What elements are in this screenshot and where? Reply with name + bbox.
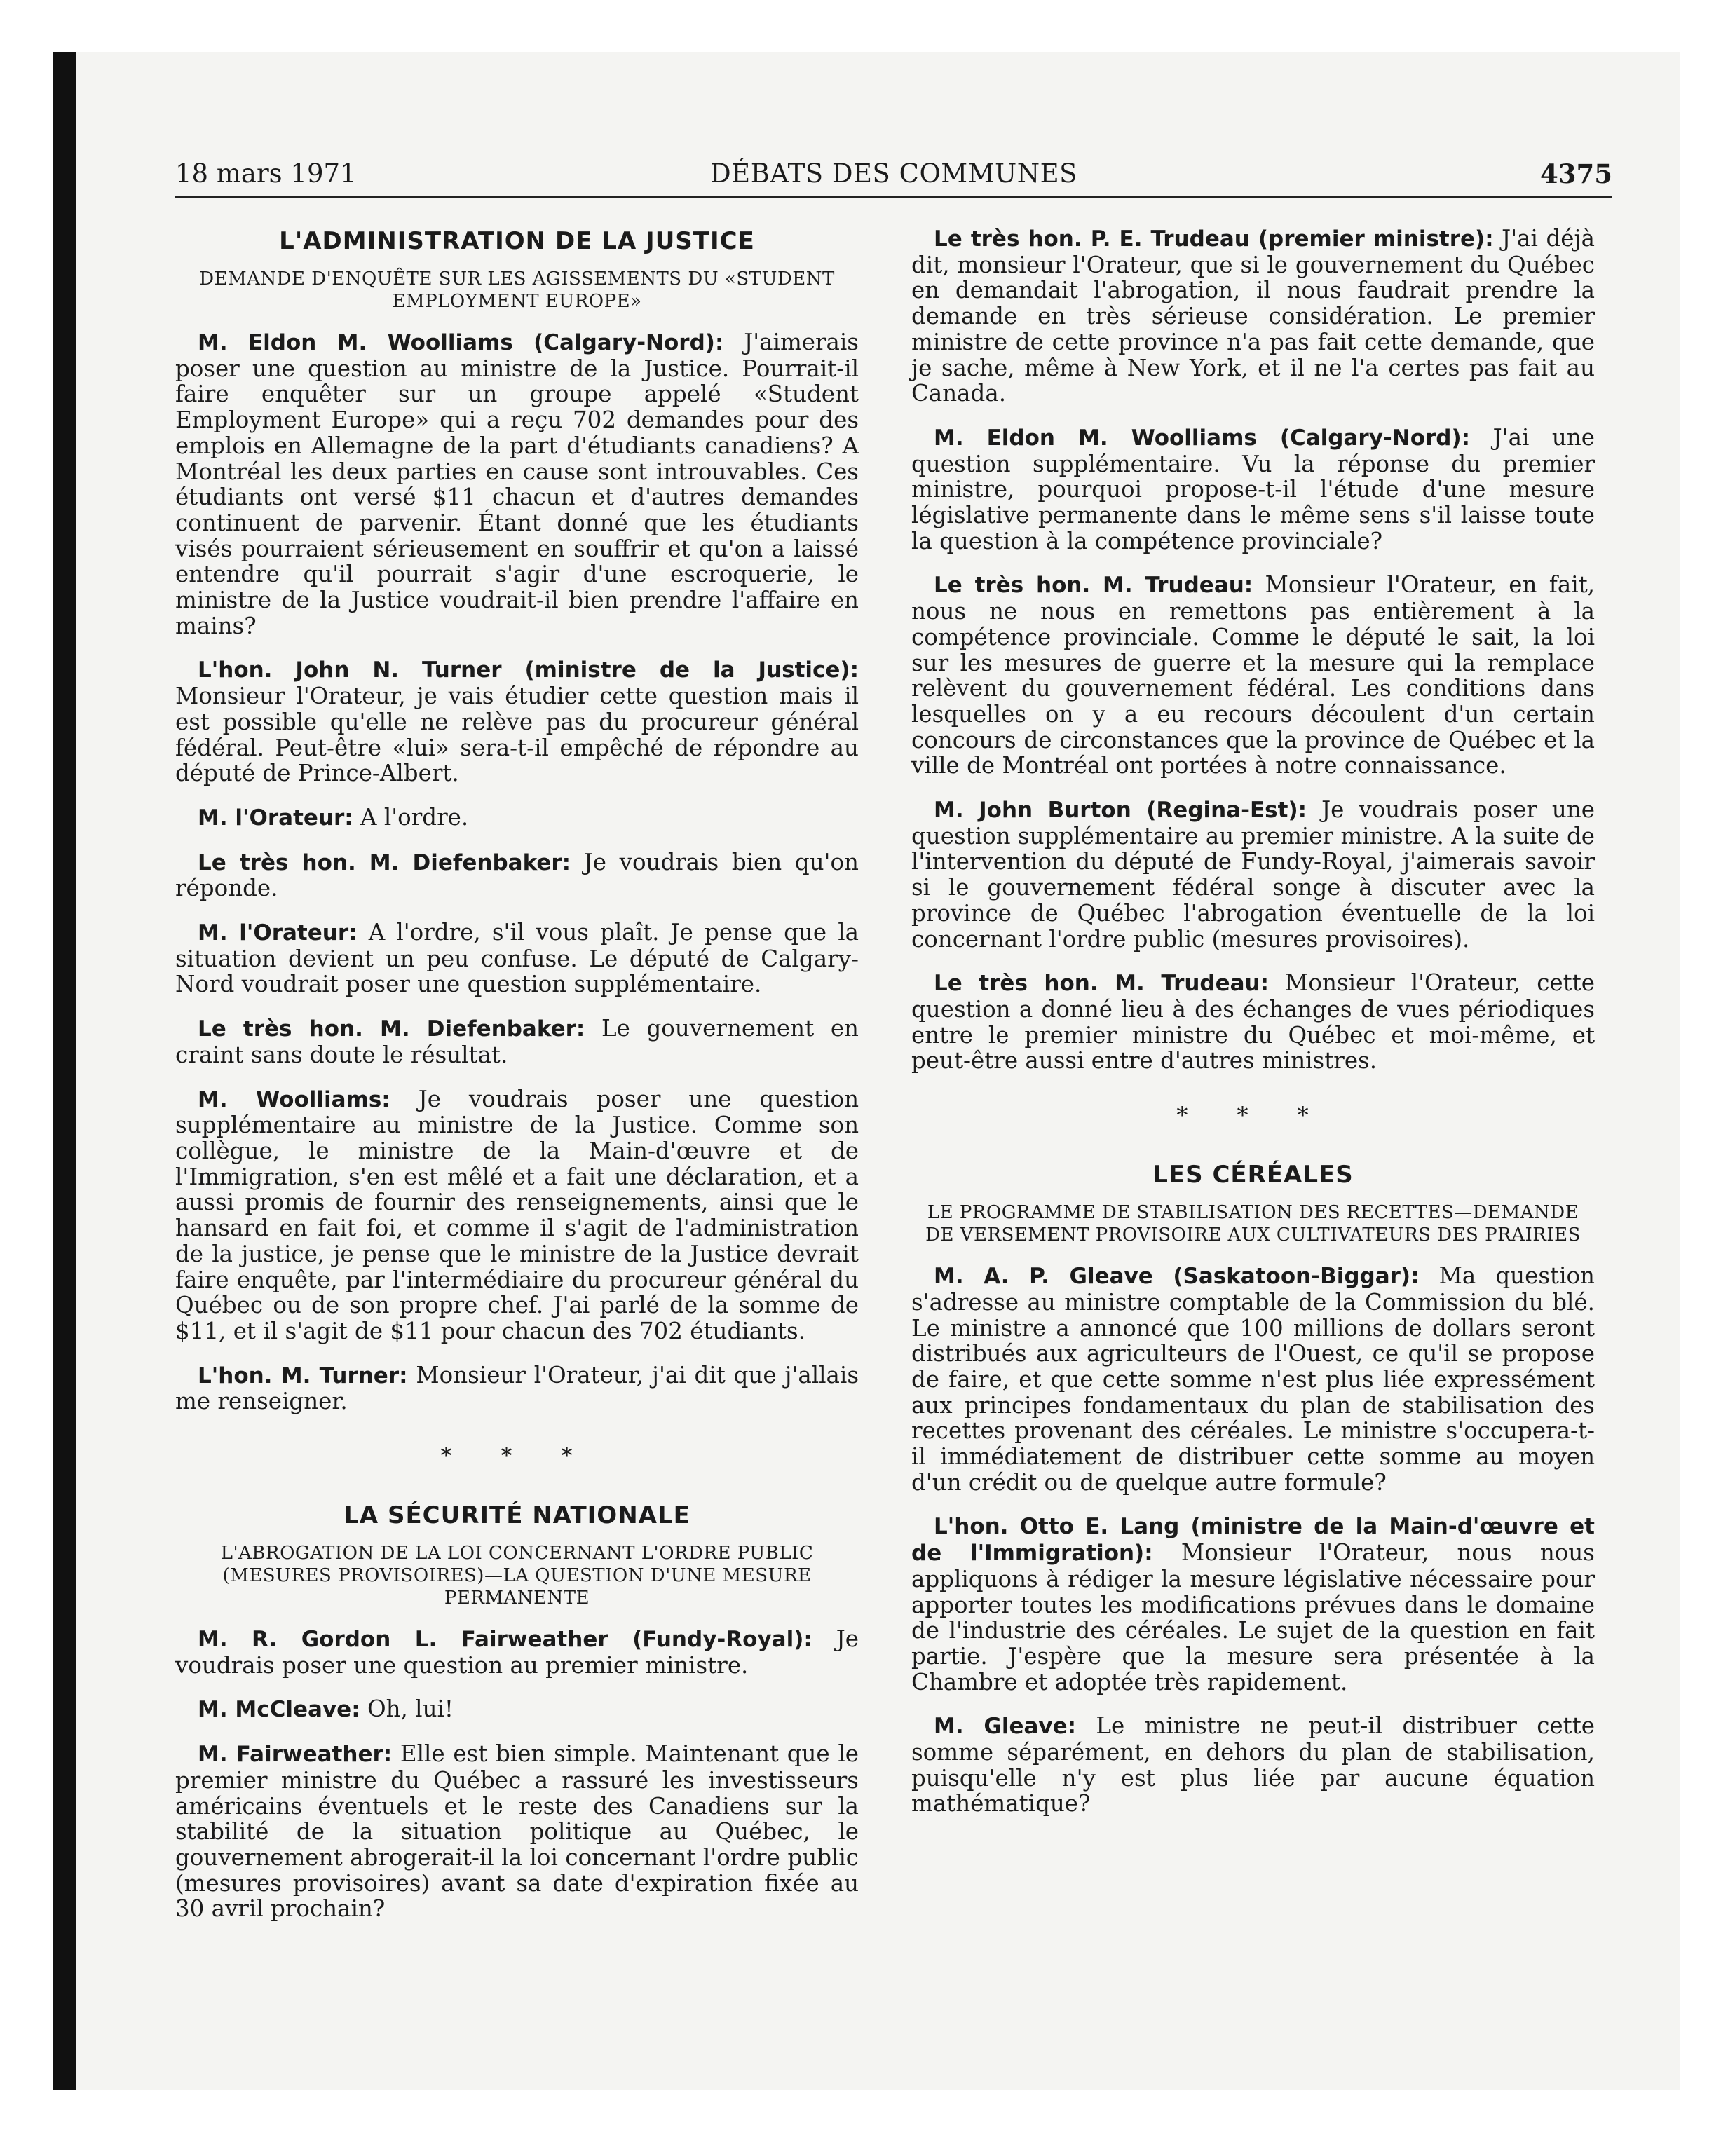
- speech-paragraph: [175, 1626, 859, 1678]
- speaker-name: M. Eldon M. Woolliams (Calgary-Nord):: [198, 330, 724, 355]
- section-subtitle-cereales: LE PROGRAMME DE STABILISATION DES RECETTES—DEMANDE DE VERSEMENT PROVISOIRE AUX CULTIVATEURS DES PRAIRIES: [925, 1202, 1581, 1246]
- section-subtitle-justice: DEMANDE D'ENQUÊTE SUR LES AGISSEMENTS DU «STUDENT EMPLOYMENT EUROPE»: [199, 268, 835, 312]
- section-subtitle-securite: L'ABROGATION DE LA LOI CONCERNANT L'ORDRE PUBLIC (MESURES PROVISOIRES)—LA QUESTION D'UNE MESURE PERMANENTE: [220, 1543, 814, 1609]
- speech-text: A l'ordre, s'il vous plaît. Je pense que la situation devient un peu confuse. Le député de Calgary-Nord voudrait poser une question supplémentaire.: [175, 919, 859, 998]
- header-title: DÉBATS DES COMMUNES: [710, 158, 1077, 189]
- speaker-name: M. R. Gordon L. Fairweather (Fundy-Royal):: [198, 1627, 812, 1653]
- speech-list-securite-continued: [911, 226, 1595, 1074]
- scan-binding-edge: [53, 52, 76, 2090]
- speech-paragraph: [911, 1263, 1595, 1495]
- section-title-securite: LA SÉCURITÉ NATIONALE: [343, 1501, 690, 1530]
- speech-list-securite: [175, 1626, 859, 1922]
- speaker-name: M. A. P. Gleave (Saskatoon-Biggar):: [934, 1264, 1420, 1290]
- page-header: [175, 156, 1612, 198]
- speech-text: Monsieur l'Orateur, en fait, nous ne nous en remettons pas entièrement à la compétence provinciale. Comme le député le sait, la loi sur les mesures de guerre et la mesure qui la remplace relèvent du gouvernement fédéral. Les conditions dans lesquelles on y a eu recours découlent d'un certain concours de circonstances que la province de Québec et la ville de Montréal ont portées à notre connaissance.: [911, 571, 1595, 779]
- speaker-name: M. John Burton (Regina-Est):: [934, 798, 1307, 824]
- speech-paragraph: [175, 1696, 859, 1723]
- speech-text: Monsieur l'Orateur, je vais étudier cette question mais il est possible qu'elle ne relève pas du procureur général fédéral. Peut-être «lui» sera-t-il empêché de répondre au député de Prince-Albert.: [175, 683, 859, 787]
- speech-paragraph: [911, 797, 1595, 952]
- speech-list-justice: [175, 329, 859, 1414]
- speaker-name: M. Eldon M. Woolliams (Calgary-Nord):: [934, 425, 1471, 451]
- speech-text: J'aimerais poser une question au ministre de la Justice. Pourrait-il faire enquêter sur un groupe appelé «Student Employment Europe» qui a reçu 702 demandes pour des emplois en Allemagne de la part d'étudiants canadiens? A Montréal les deux parties en cause sont introuvables. Ces étudiants ont versé $11 chacun et d'autres demandes continuent de parvenir. Étant donné que les étudiants visés pourraient sérieusement en souffrir et qu'on a laissé entendre qu'il pourrait s'agir d'une escroquerie, le ministre de la Justice voudrait-il bien prendre l'affaire en mains?: [175, 329, 859, 639]
- speech-paragraph: [175, 657, 859, 786]
- speaker-name: M. McCleave:: [198, 1697, 360, 1723]
- speech-paragraph: [911, 226, 1595, 407]
- speech-paragraph: [175, 1363, 859, 1414]
- speech-text: Monsieur l'Orateur, nous nous appliquons à rédiger la mesure législative nécessaire pour apporter toutes les modifications prévues dans le domaine de l'industrie des céréales. Le sujet de la question en fait partie. J'espère que la mesure sera présentée à la Chambre et adoptée très rapidement.: [911, 1539, 1595, 1696]
- speaker-name: M. Gleave:: [934, 1714, 1077, 1740]
- speech-text: Monsieur l'Orateur, cette question a donné lieu à des échanges de vues périodiques entre le premier ministre du Québec et moi-même, et peut-être aussi entre d'autres ministres.: [911, 969, 1595, 1074]
- speech-text: Oh, lui!: [367, 1696, 454, 1723]
- speaker-name: M. Woolliams:: [198, 1086, 390, 1112]
- section-separator: * * *: [440, 1442, 594, 1470]
- speaker-name: L'hon. John N. Turner (ministre de la Justice):: [198, 657, 859, 683]
- section-title-cereales: LES CÉRÉALES: [1152, 1161, 1354, 1189]
- speaker-name: M. l'Orateur:: [198, 805, 353, 831]
- speaker-name: Le très hon. P. E. Trudeau (premier ministre):: [934, 226, 1494, 252]
- speech-text: Je voudrais bien qu'on réponde.: [175, 848, 859, 902]
- speaker-name: Le très hon. M. Diefenbaker:: [198, 1016, 585, 1042]
- speech-paragraph: [911, 425, 1595, 554]
- section-title-justice: L'ADMINISTRATION DE LA JUSTICE: [279, 227, 755, 255]
- right-column: [911, 226, 1595, 1835]
- speech-paragraph: [175, 329, 859, 639]
- header-page-number: 4375: [1540, 158, 1612, 189]
- speech-text: J'ai une question supplémentaire. Vu la réponse du premier ministre, pourquoi propose-t-il l'étude d'une mesure législative permanente dans le même sens s'il laisse toute la question à la compétence provinciale?: [911, 423, 1595, 554]
- speech-text: Elle est bien simple. Maintenant que le premier ministre du Québec a rassuré les investisseurs américains éventuels et le reste des Canadiens sur la stabilité de la situation politique au Québec, le gouvernement abrogerait-il la loi concernant l'ordre public (mesures provisoires) avant sa date d'expiration fixée au 30 avril prochain?: [175, 1740, 859, 1923]
- speech-text: Le ministre ne peut-il distribuer cette somme séparément, en dehors du plan de stabilisation, puisqu'elle n'y est plus liée par aucune équation mathématique?: [911, 1712, 1595, 1817]
- speech-paragraph: [175, 850, 859, 901]
- speaker-name: M. Fairweather:: [198, 1742, 393, 1768]
- speech-text: Le gouvernement en craint sans doute le résultat.: [175, 1015, 859, 1068]
- speech-paragraph: [911, 572, 1595, 779]
- speech-list-cereales: [911, 1263, 1595, 1817]
- speaker-name: Le très hon. M. Trudeau:: [934, 971, 1270, 997]
- speaker-name: M. l'Orateur:: [198, 920, 358, 946]
- document-page: [175, 156, 1612, 1923]
- speech-paragraph: [175, 1741, 859, 1922]
- speaker-name: Le très hon. M. Trudeau:: [934, 573, 1253, 599]
- speaker-name: L'hon. M. Turner:: [198, 1363, 408, 1389]
- speech-text: A l'ordre.: [360, 803, 469, 831]
- speech-text: Je voudrais poser une question supplémentaire au ministre de la Justice. Comme son collègue, le ministre de la Main-d'œuvre et de l'Immigration, s'en est mêlé et a fait une déclaration, et a aussi promis de fournir des renseignements, ainsi que le hansard en fait foi, et comme il s'agit de l'administration de la justice, je pense que le ministre de la Justice devrait faire enquête, par l'intermédiaire du procureur général du Québec ou de son propre chef. J'ai parlé de la somme de $11, et il s'agit de $11 pour chacun des 702 étudiants.: [175, 1085, 859, 1344]
- speech-text: J'ai déjà dit, monsieur l'Orateur, que si le gouvernement du Québec en demandait l'abrogation, il nous faudrait prendre la demande en très sérieuse considération. Le premier ministre de cette province n'a pas fait cette demande, que je sache, même à New York, et il ne l'a certes pas fait au Canada.: [911, 225, 1595, 407]
- speech-text: Monsieur l'Orateur, j'ai dit que j'allais me renseigner.: [175, 1361, 859, 1415]
- speech-paragraph: [175, 805, 859, 831]
- header-date: 18 mars 1971: [175, 158, 357, 189]
- section-separator: * * *: [1176, 1102, 1330, 1129]
- speech-text: Ma question s'adresse au ministre comptable de la Commission du blé. Le ministre a annoncé que 100 millions de dollars seront distribués aux agriculteurs de l'Ouest, ce qu'il se propose de faire, et que cette somme n'est plus liée expressément aux principes fondamentaux du plan de stabilisation des recettes provenant des céréales. Le ministre s'occupera-t-il immédiatement de distribuer cette somme au moyen d'un crédit ou de quelque autre formule?: [911, 1262, 1595, 1496]
- speech-paragraph: [911, 970, 1595, 1074]
- speech-paragraph: [911, 1513, 1595, 1695]
- speech-paragraph: [175, 920, 859, 997]
- left-column: [175, 226, 859, 1940]
- speech-paragraph: [911, 1713, 1595, 1817]
- speech-text: Je voudrais poser une question au premier ministre.: [175, 1625, 859, 1679]
- speaker-name: L'hon. Otto E. Lang (ministre de la Main-d'œuvre et de l'Immigration):: [911, 1514, 1595, 1567]
- speech-paragraph: [175, 1086, 859, 1344]
- speech-text: Je voudrais poser une question supplémentaire au premier ministre. A la suite de l'intervention du député de Fundy-Royal, j'aimerais savoir si le gouvernement fédéral songe à discuter avec la province de Québec l'abrogation éventuelle de la loi concernant l'ordre public (mesures provisoires).: [911, 796, 1595, 953]
- speaker-name: Le très hon. M. Diefenbaker:: [198, 850, 571, 875]
- speech-paragraph: [175, 1016, 859, 1067]
